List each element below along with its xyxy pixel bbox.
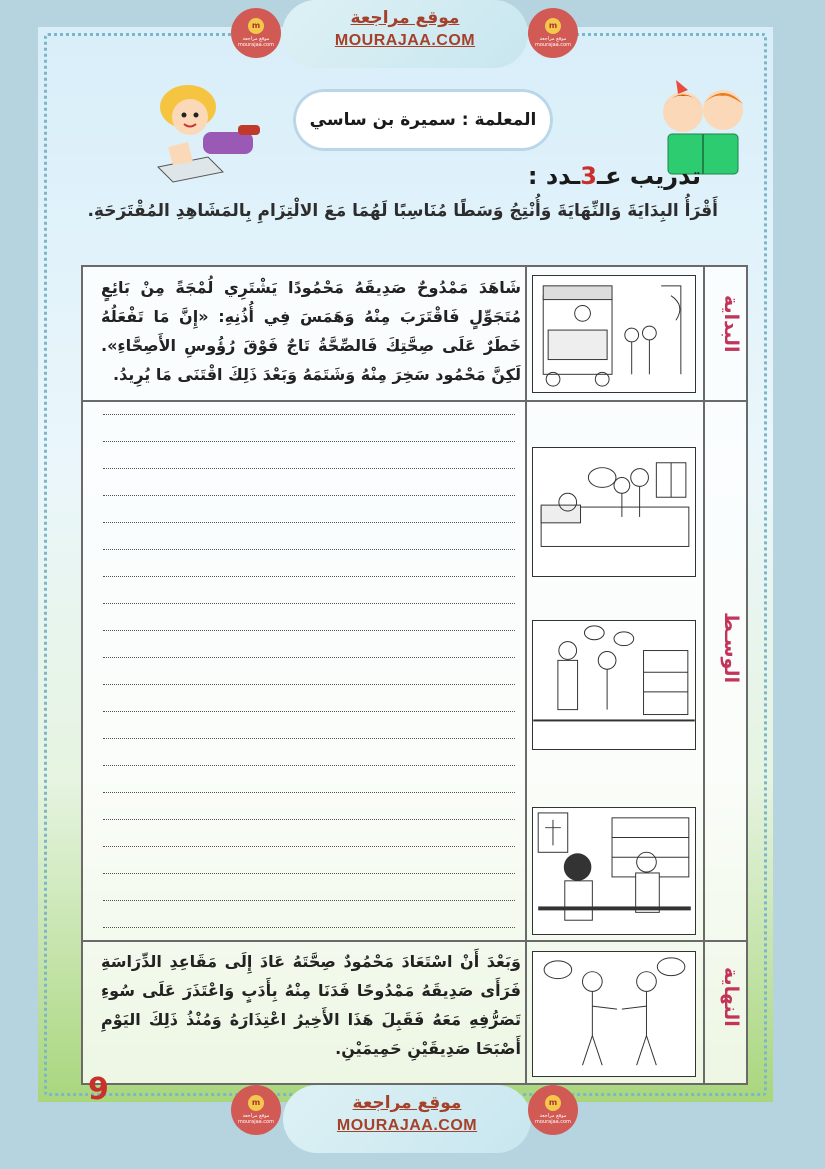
site-logo-left-top: m موقع مراجعة mourajaa.com [231, 8, 281, 58]
site-banner-bottom[interactable] [283, 1085, 531, 1153]
scene-friends-reconcile-picture [532, 951, 696, 1077]
exercise-number: 3 [580, 162, 597, 190]
site-name-english[interactable]: MOURAJAA.COM [334, 32, 476, 49]
site-name-arabic-bottom: موقع مراجعة [352, 1093, 462, 1113]
site-logo-left-bottom: m موقع مراجعة mourajaa.com [231, 1085, 281, 1135]
worksheet [38, 27, 773, 1102]
scene-doctor-clinic-picture [532, 620, 696, 750]
site-banner-top[interactable] [282, 0, 528, 68]
story-end-text: وَبَعْدَ أَنْ اسْتَعَادَ مَحْمُودٌ صِحَّتَهُ عَادَ إِلَى مَقَاعِدِ الدِّرَاسَةِ فَرَأَى صَدِيقَهُ مَمْدُوحًا فَدَنَا مِنْهُ بِأَدَبٍ وَاعْتَذَرَ عَلَى سُوءِ تَصَرُّفِهِ مَعَهُ فَقَبِلَ هَذَا الأَخِيرُ اعْتِذَارَهُ وَمُنْذُ ذَلِكَ اليَوْمِ أَصْبَحَا صَدِيقَيْنِ حَمِيمَيْنِ. [101, 952, 521, 1058]
page-number: 9 [88, 1072, 109, 1102]
teacher-name-cloud [293, 89, 553, 151]
label-middle: الوسـط [720, 612, 742, 684]
site-name-arabic: موقع مراجعة [350, 8, 460, 28]
scene-pharmacy-picture [532, 807, 696, 935]
exercise-title: تدريب عـ3ـدد : [527, 162, 701, 190]
teacher-name: المعلمة : سميرة بن ساسي [309, 110, 537, 130]
label-end: النهاية [720, 967, 742, 1027]
site-logo-right-top: m موقع مراجعة mourajaa.com [528, 8, 578, 58]
label-start: البداية [720, 295, 742, 353]
scene-vendor-picture [532, 275, 696, 393]
scene-hospital-bed-picture [532, 447, 696, 577]
story-table [81, 265, 748, 1085]
site-name-english-bottom[interactable]: MOURAJAA.COM [336, 1117, 478, 1134]
site-logo-right-bottom: m موقع مراجعة mourajaa.com [528, 1085, 578, 1135]
story-start-text: شَاهَدَ مَمْدُوحٌ صَدِيقَهُ مَحْمُودًا يَشْتَرِي لُمْجَةً مِنْ بَائِعٍ مُتَجَوِّلٍ فَاقْتَرَبَ مِنْهُ وَهَمَسَ فِي أُذُنِهِ: «إِنَّ مَا تَفْعَلُهُ خَطَرٌ عَلَى صِحَّتِكَ فَالصِّحَّةُ تَاجٌ فَوْقَ رُؤُوسِ الأَصِحَّاءِ». لَكِنَّ مَحْمُود سَخِرَ مِنْهُ وَشَتَمَهُ وَبَعْدَ ذَلِكَ اقْتَنَى مَا يُرِيدُ. [101, 278, 521, 384]
exercise-instruction: أَقْرَأُ البِدَايَةَ وَالنِّهَايَةَ وَأُنْتِجُ وَسَطًا مُنَاسِبًا لَهُمَا مَعَ الالْتِزَامِ بِالمَشَاهِدِ المُقْتَرَحَةِ. [87, 201, 718, 221]
girl-reading-illustration [148, 77, 268, 187]
